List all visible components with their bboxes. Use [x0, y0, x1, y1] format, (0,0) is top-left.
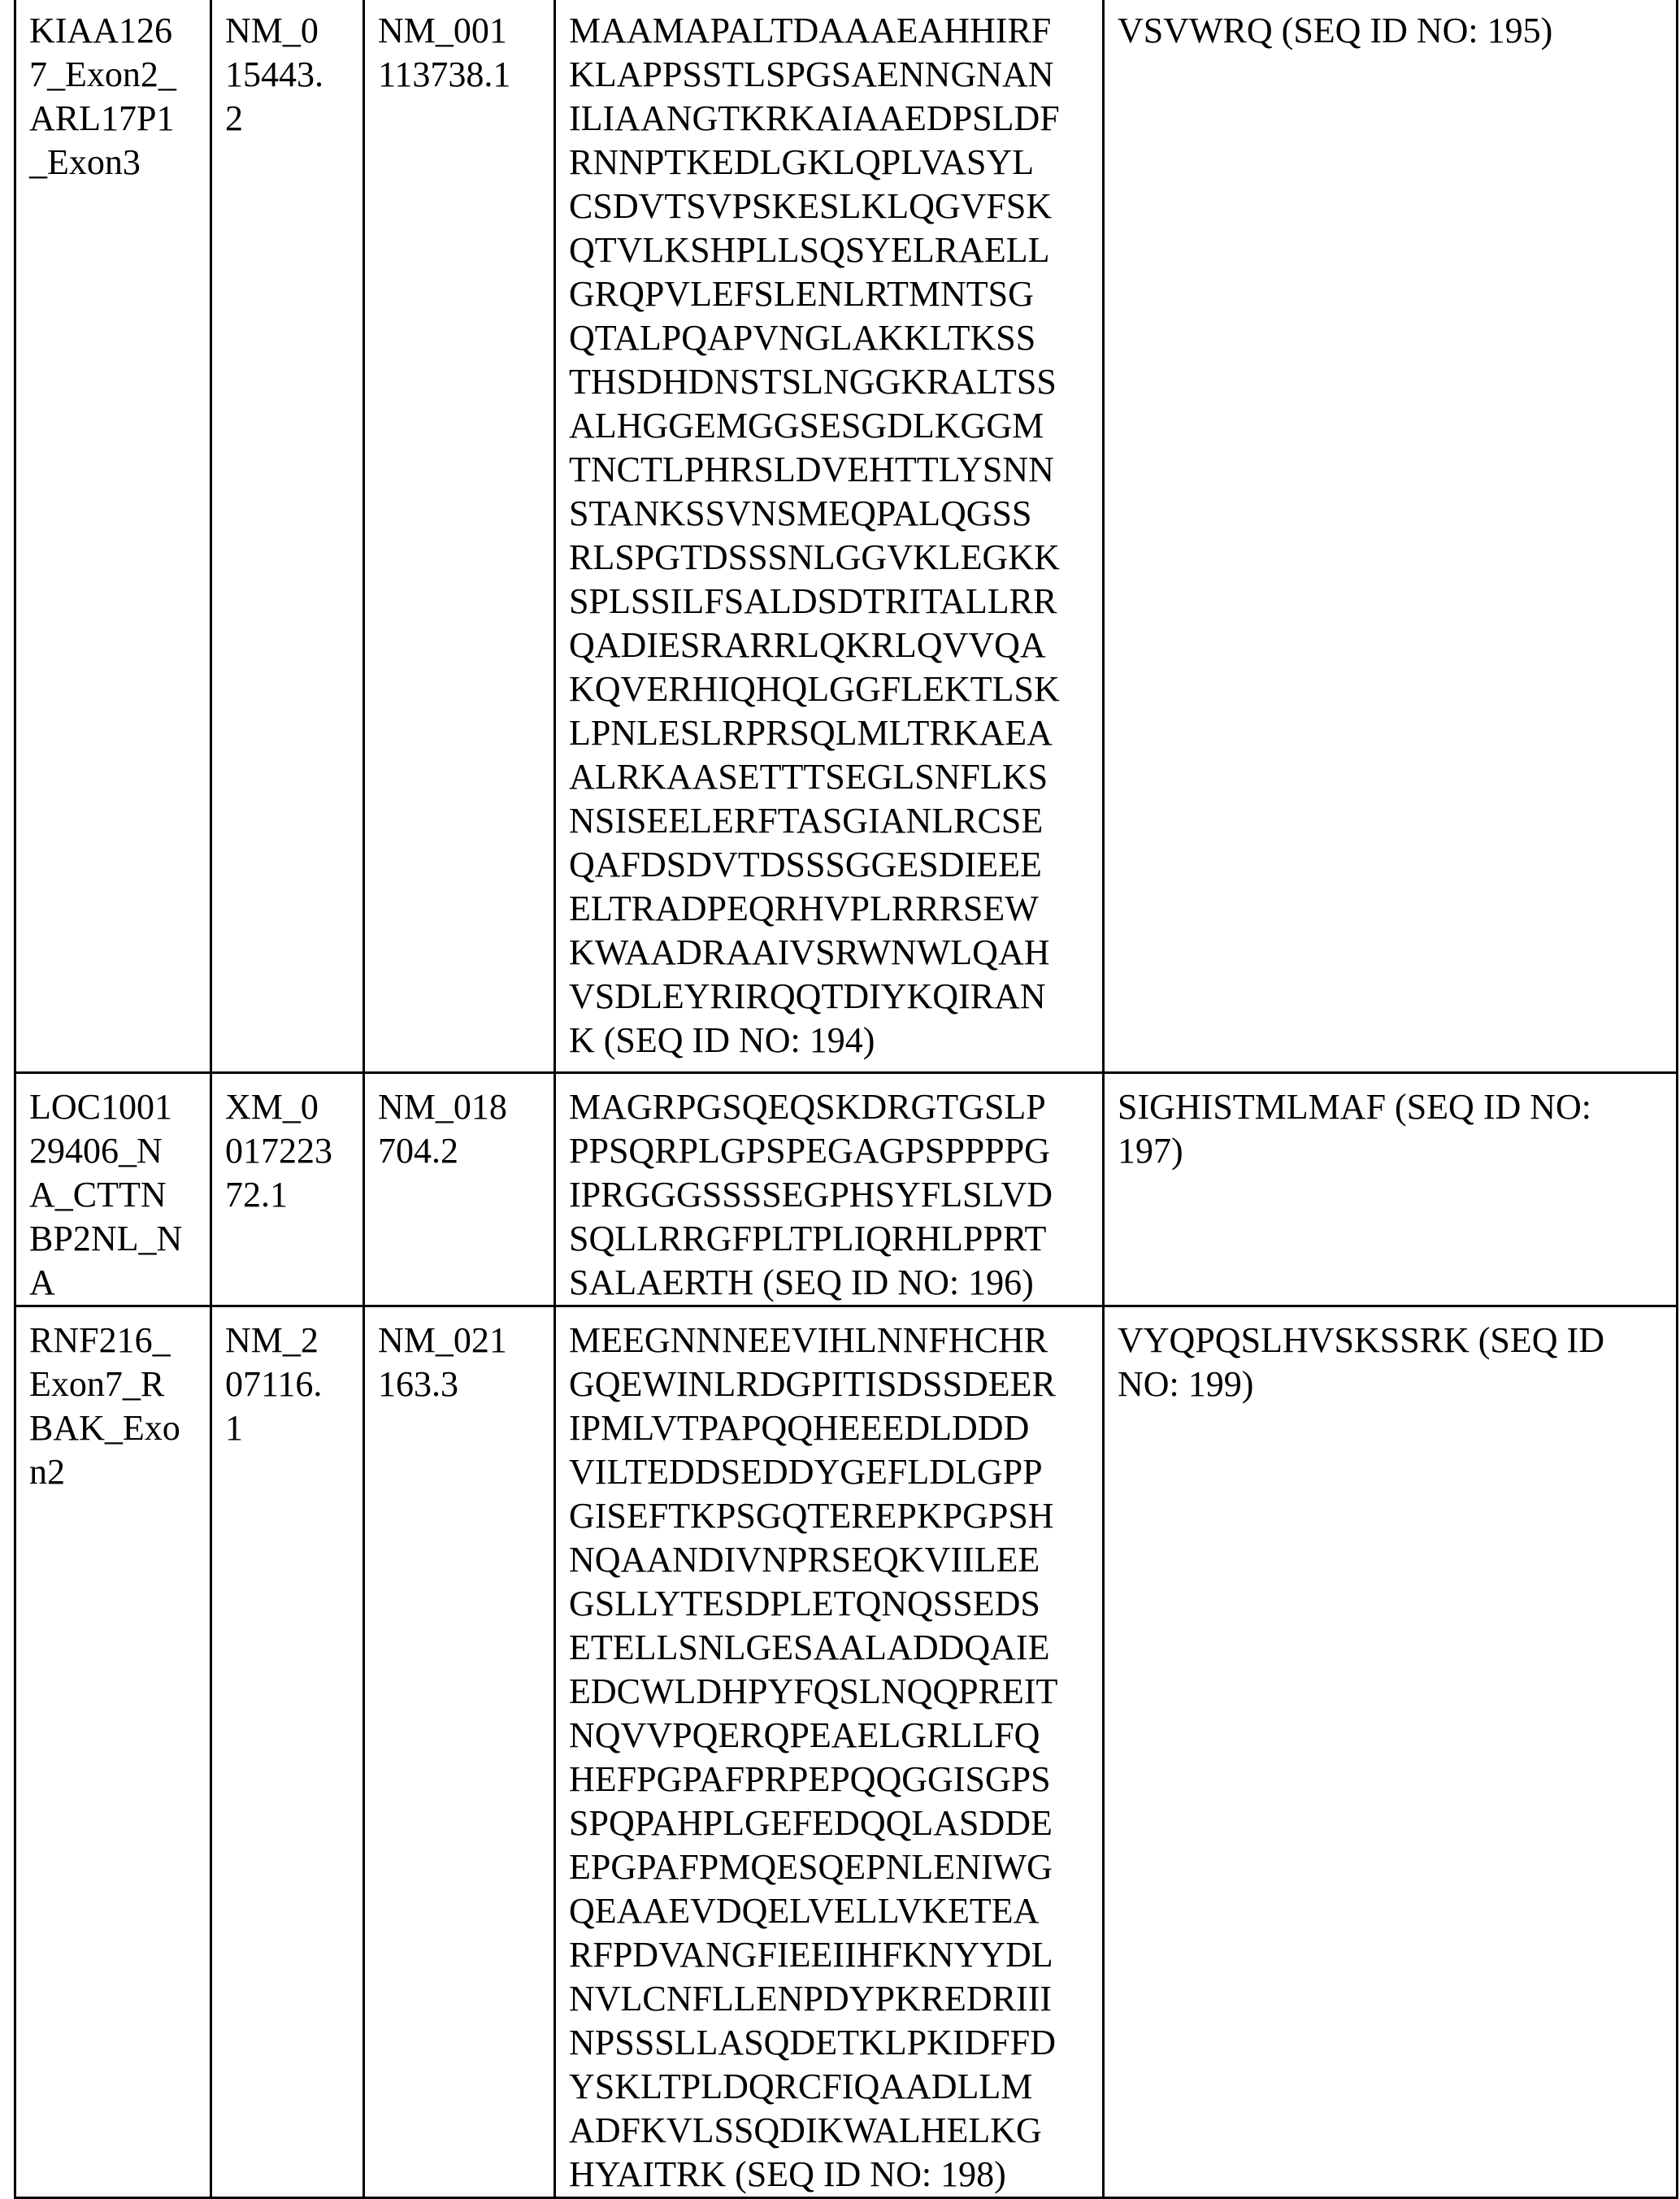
peptide-cell: [1104, 1072, 1678, 1306]
cell-text-line: RNNPTKEDLGKLQPLVASYL: [569, 141, 1091, 185]
cell-text-line: ALHGGEMGGSESGDLKGGM: [569, 404, 1091, 448]
cell-text-line: MAGRPGSQEQSKDRGTGSLP: [569, 1085, 1091, 1129]
accession-2-cell: [364, 1306, 555, 2197]
cell-text-line: BP2NL_N: [29, 1217, 198, 1261]
table-row: [15, 0, 1678, 1072]
cell-text-line: n2: [29, 1450, 198, 1494]
cell-text-line: ADFKVLSSQDIKWALHELKG: [569, 2109, 1091, 2153]
protein-sequence-cell: [555, 1306, 1104, 2197]
table-row: [15, 1306, 1678, 2197]
cell-text-line: ALRKAASETTTSEGLSNFLKS: [569, 755, 1091, 799]
protein-sequence-cell: [555, 1072, 1104, 1306]
cell-text-line: GQEWINLRDGPITISDSSDEER: [569, 1362, 1091, 1406]
cell-text-line: EPGPAFPMQESQEPNLENIWG: [569, 1845, 1091, 1889]
cell-text-line: 7_Exon2_: [29, 53, 198, 97]
cell-text-line: NSISEELERFTASGIANLRCSE: [569, 799, 1091, 843]
cell-text-line: NO: 199): [1118, 1362, 1665, 1406]
cell-text-line: YSKLTPLDQRCFIQAADLLM: [569, 2065, 1091, 2109]
cell-text-line: VYQPQSLHVSKSSRK (SEQ ID: [1118, 1319, 1665, 1362]
protein-sequence-cell: [555, 0, 1104, 1072]
fusion-name-cell: [15, 1306, 211, 2197]
cell-text-line: 72.1: [225, 1173, 351, 1217]
sequence-table: [14, 0, 1678, 2199]
cell-text-line: QAFDSDVTDSSSGGESDIEEE: [569, 843, 1091, 887]
cell-text-line: 1: [225, 1406, 351, 1450]
table-body: [15, 0, 1678, 2197]
accession-2-cell: [364, 1072, 555, 1306]
cell-text-line: NM_001: [378, 9, 542, 53]
cell-text-line: IPRGGGSSSSEGPHSYFLSLVD: [569, 1173, 1091, 1217]
fusion-name-cell: [15, 0, 211, 1072]
cell-text-line: 15443.: [225, 53, 351, 97]
cell-text-line: NM_018: [378, 1085, 542, 1129]
cell-text-line: TNCTLPHRSLDVEHTTLYSNN: [569, 448, 1091, 492]
cell-text-line: 29406_N: [29, 1129, 198, 1173]
cell-text-line: NM_2: [225, 1319, 351, 1362]
cell-text-line: EDCWLDHPYFQSLNQQPREIT: [569, 1670, 1091, 1714]
cell-text-line: QTALPQAPVNGLAKKLTKSS: [569, 316, 1091, 360]
fusion-name-cell: [15, 1072, 211, 1306]
accession-2-cell: [364, 0, 555, 1072]
cell-text-line: HEFPGPAFPRPEPQQGGISGPS: [569, 1758, 1091, 1801]
cell-text-line: 197): [1118, 1129, 1665, 1173]
accession-1-cell: [211, 1072, 364, 1306]
cell-text-line: GISEFTKPSGQTEREPKPGPSH: [569, 1494, 1091, 1538]
cell-text-line: 704.2: [378, 1129, 542, 1173]
cell-text-line: XM_0: [225, 1085, 351, 1129]
cell-text-line: Exon7_R: [29, 1362, 198, 1406]
cell-text-line: LPNLESLRPRSQLMLTRKAEA: [569, 711, 1091, 755]
cell-text-line: QEAAEVDQELVELLVKETEA: [569, 1889, 1091, 1933]
cell-text-line: SPQPAHPLGEFEDQQLASDDE: [569, 1801, 1091, 1845]
cell-text-line: BAK_Exo: [29, 1406, 198, 1450]
cell-text-line: 017223: [225, 1129, 351, 1173]
cell-text-line: NM_0: [225, 9, 351, 53]
cell-text-line: ETELLSNLGESAALADDQAIE: [569, 1626, 1091, 1670]
cell-text-line: ARL17P1: [29, 97, 198, 141]
cell-text-line: _Exon3: [29, 141, 198, 185]
cell-text-line: SIGHISTMLMAF (SEQ ID NO:: [1118, 1085, 1665, 1129]
cell-text-line: SQLLRRGFPLTPLIQRHLPPRT: [569, 1217, 1091, 1261]
peptide-cell: [1104, 1306, 1678, 2197]
cell-text-line: VILTEDDSEDDYGEFLDLGPP: [569, 1450, 1091, 1494]
cell-text-line: ILIAANGTKRKAIAAEDPSLDF: [569, 97, 1091, 141]
cell-text-line: NQAANDIVNPRSEQKVIILEE: [569, 1538, 1091, 1582]
cell-text-line: GRQPVLEFSLENLRTMNTSG: [569, 272, 1091, 316]
cell-text-line: A: [29, 1261, 198, 1305]
cell-text-line: RNF216_: [29, 1319, 198, 1362]
cell-text-line: NPSSSLLASQDETKLPKIDFFD: [569, 2021, 1091, 2065]
cell-text-line: PPSQRPLGPSPEGAGPSPPPPG: [569, 1129, 1091, 1173]
cell-text-line: MEEGNNNEEVIHLNNFHCHR: [569, 1319, 1091, 1362]
cell-text-line: STANKSSVNSMEQPALQGSS: [569, 492, 1091, 536]
cell-text-line: LOC1001: [29, 1085, 198, 1129]
cell-text-line: A_CTTN: [29, 1173, 198, 1217]
cell-text-line: K (SEQ ID NO: 194): [569, 1019, 1091, 1063]
cell-text-line: NQVVPQERQPEAELGRLLFQ: [569, 1714, 1091, 1758]
cell-text-line: NM_021: [378, 1319, 542, 1362]
cell-text-line: 2: [225, 97, 351, 141]
cell-text-line: SPLSSILFSALDSDTRITALLRR: [569, 580, 1091, 624]
cell-text-line: CSDVTSVPSKESLKLQGVFSK: [569, 185, 1091, 228]
cell-text-line: IPMLVTPAPQQHEEEDLDDD: [569, 1406, 1091, 1450]
cell-text-line: 07116.: [225, 1362, 351, 1406]
cell-text-line: KLAPPSSTLSPGSAENNGNAN: [569, 53, 1091, 97]
cell-text-line: KWAADRAAIVSRWNWLQAH: [569, 931, 1091, 975]
accession-1-cell: [211, 1306, 364, 2197]
accession-1-cell: [211, 0, 364, 1072]
cell-text-line: VSDLEYRIRQQTDIYKQIRAN: [569, 975, 1091, 1019]
cell-text-line: KIAA126: [29, 9, 198, 53]
cell-text-line: NVLCNFLLENPDYPKREDRIII: [569, 1977, 1091, 2021]
cell-text-line: VSVWRQ (SEQ ID NO: 195): [1118, 9, 1665, 53]
cell-text-line: QADIESRARRLQKRLQVVQA: [569, 624, 1091, 667]
cell-text-line: RFPDVANGFIEEIIHFKNYYDL: [569, 1933, 1091, 1977]
cell-text-line: THSDHDNSTSLNGGKRALTSS: [569, 360, 1091, 404]
cell-text-line: MAAMAPALTDAAAEAHHIRF: [569, 9, 1091, 53]
table-row: [15, 1072, 1678, 1306]
peptide-cell: [1104, 0, 1678, 1072]
cell-text-line: KQVERHIQHQLGGFLEKTLSK: [569, 667, 1091, 711]
cell-text-line: 163.3: [378, 1362, 542, 1406]
cell-text-line: SALAERTH (SEQ ID NO: 196): [569, 1261, 1091, 1305]
cell-text-line: RLSPGTDSSSNLGGVKLEGKK: [569, 536, 1091, 580]
cell-text-line: 113738.1: [378, 53, 542, 97]
cell-text-line: QTVLKSHPLLSQSYELRAELL: [569, 228, 1091, 272]
cell-text-line: GSLLYTESDPLETQNQSSEDS: [569, 1582, 1091, 1626]
cell-text-line: ELTRADPEQRHVPLRRRSEW: [569, 887, 1091, 931]
cell-text-line: HYAITRK (SEQ ID NO: 198): [569, 2153, 1091, 2197]
